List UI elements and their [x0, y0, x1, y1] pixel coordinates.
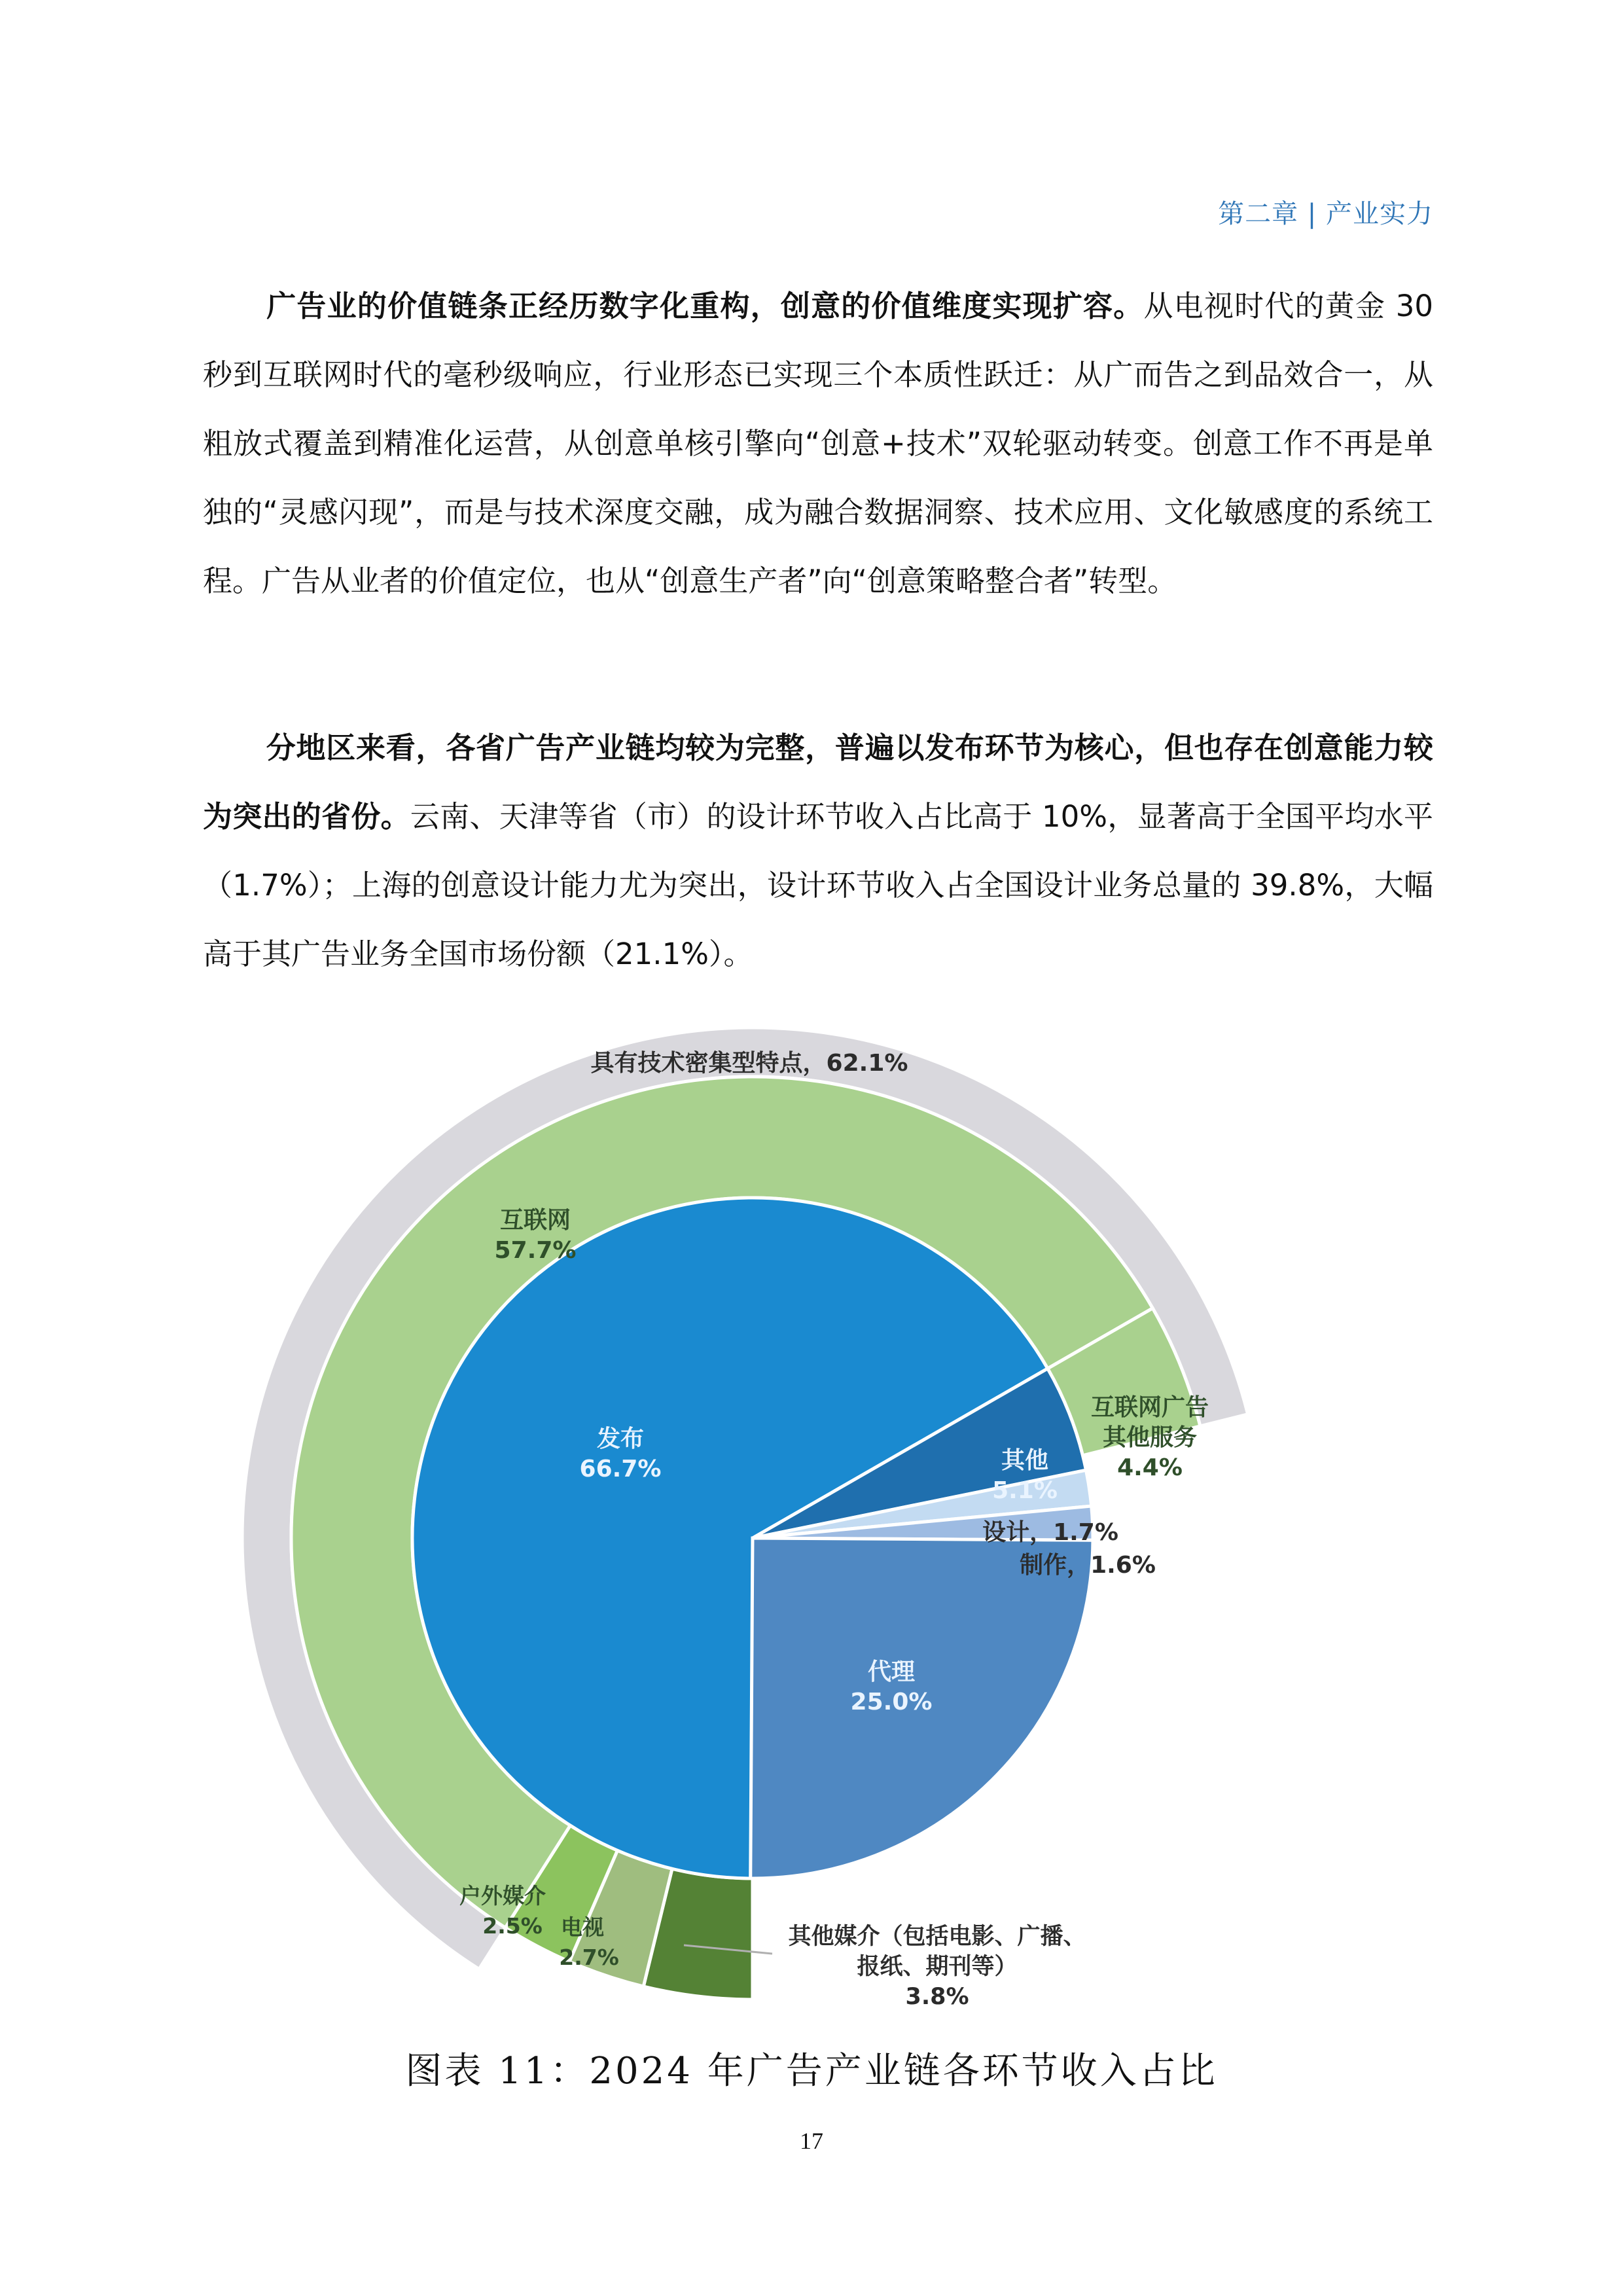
- paragraph-1-lead: 广告业的价值链条正经历数字化重构，创意的价值维度实现扩容。: [266, 289, 1144, 323]
- label-value: 4.4%: [1117, 1454, 1183, 1481]
- figure-caption: 图表 11：2024 年广告产业链各环节收入占比: [405, 2050, 1218, 2092]
- label-other-media: [788, 1922, 1086, 2012]
- label-internet-other-services: [1091, 1393, 1209, 1483]
- chapter-header: 第二章 | 产业实力: [1218, 199, 1433, 229]
- label-agency: [851, 1657, 933, 1717]
- label-value: 3.8%: [905, 1984, 969, 2010]
- label-value: 25.0%: [850, 1689, 933, 1715]
- label-tv: [559, 1912, 619, 1973]
- label-name: 互联网: [499, 1207, 571, 1234]
- label-name: 代理: [867, 1659, 915, 1685]
- label-name: 电视: [561, 1914, 604, 1940]
- label-line-2: 报纸、期刊等）: [857, 1954, 1018, 1980]
- label-design: 设计，1.7%: [982, 1519, 1118, 1546]
- label-outdoor: [459, 1881, 546, 1941]
- paragraph-2-body: 云南、天津等省（市）的设计环节收入占比高于 10%，显著高于全国平均水平（1.7%）；上海的创意设计能力尤为突出，设计环节收入占全国设计业务总量的 39.8%，大幅高于其广告业务全国市场份额（21.1%）。: [203, 799, 1433, 971]
- paragraph-2-lead: 分地区来看，各省广告产业链均较为完整，普遍以发布环节为核心，但也存在创意能力较为突出的省份。: [203, 730, 1433, 834]
- label-name: 其他: [1001, 1447, 1048, 1474]
- label-tech-intensive: 具有技术密集型特点，62.1%: [590, 1050, 908, 1077]
- label-line-1: 互联网广告: [1090, 1394, 1209, 1421]
- label-value: 57.7%: [494, 1237, 577, 1264]
- label-value: 2.5%: [482, 1913, 543, 1939]
- page-number: 17: [800, 2128, 823, 2154]
- paragraph-1-body: 从电视时代的黄金 30 秒到互联网时代的毫秒级响应，行业形态已实现三个本质性跃迁：从广而告之到品效合一，从粗放式覆盖到精准化运营，从创意单核引擎向“创意+技术”双轮驱动转变。创意工作不再是单独的“灵感闪现”，而是与技术深度交融，成为融合数据洞察、技术应用、文化敏感度的系统工程。广告从业者的价值定位，也从“创意生产者”向“创意策略整合者”转型。: [203, 289, 1433, 598]
- label-name: 户外媒介: [459, 1883, 546, 1909]
- label-value: 5.1%: [992, 1477, 1058, 1504]
- label-line-2: 其他服务: [1102, 1424, 1198, 1451]
- label-internet: [495, 1206, 577, 1266]
- label-name: 发布: [596, 1426, 644, 1452]
- label-publish: [580, 1424, 662, 1484]
- label-production: 制作，1.6%: [1020, 1552, 1156, 1579]
- label-other: [992, 1446, 1058, 1506]
- label-line-1: 其他媒介（包括电影、广播、: [788, 1924, 1086, 1950]
- label-value: 66.7%: [579, 1456, 662, 1482]
- label-value: 2.7%: [559, 1945, 619, 1970]
